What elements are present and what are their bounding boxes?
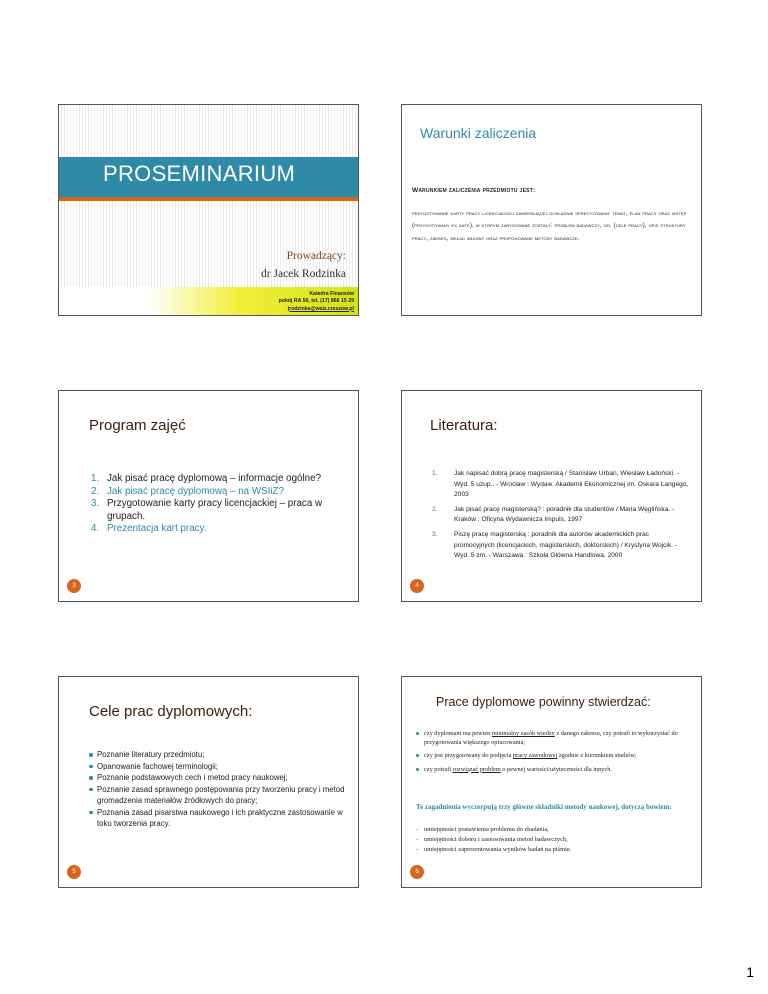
- slide-heading: Program zajęć: [89, 417, 186, 434]
- slide-should-state: [401, 676, 702, 888]
- literature-list: [432, 469, 690, 566]
- list-item: czy dyplomant ma pewien minimalny zasób wiedzy z danego zakresu, czy potrafi to wykorzystać do przygotowania większego opracowania;: [416, 729, 694, 747]
- slide-conditions: [401, 104, 702, 316]
- slide-program: [58, 390, 359, 602]
- slide-heading: Cele prac dyplomowych:: [89, 703, 253, 720]
- method-components-list: [416, 825, 694, 856]
- list-item: 3. Piszę pracę magisterską : poradnik dla autorów akademickich prac promocyjnych (licencjackich, magisterskich, doktorskich) / Krystyna Wojcik. - Wyd. 5 zm. - Warszawa : Szkoła Główna Handlowa, 2000: [432, 530, 678, 560]
- presenter-block: [261, 247, 346, 283]
- presenter-name: dr Jacek Rodzinka: [261, 268, 346, 280]
- slide-heading: Prace dyplomowe powinny stwierdzać:: [436, 695, 651, 709]
- list-item: 2. Jak pisać pracę magisterską? : poradnik dla studentów / Maria Węglińska. - Kraków : Oficyna Wydawnicza Impuls, 1997: [432, 505, 675, 524]
- slide-number-badge: 6: [410, 865, 424, 879]
- goals-list: [89, 749, 351, 830]
- contact-info: [279, 291, 354, 314]
- contact-room-phone: pokój RA 50, tel. (17) 866 15 29: [278, 298, 354, 304]
- program-list: [91, 473, 341, 536]
- conditions-body: przygotowanie karty pracy licencjackiej zawierającej dokładnie sprecyzowany temat, plan pracy oraz wstęp (przygotowany ex ante), w którym zarysowane zostały: problem badawczy, cel (cele pracy), opis struktury pracy, zakres, wkład własny oraz proponowane metody badawcze.: [412, 210, 687, 242]
- presenter-label: Prowadzący:: [286, 250, 346, 262]
- slide-heading: Warunki zaliczenia: [420, 125, 537, 141]
- slide-literature: [401, 390, 702, 602]
- list-item: - umiejętności postawienia problemu do zbadania,: [416, 825, 694, 835]
- list-item: - umiejętności doboru i zastosowania metod badawczych,: [416, 835, 694, 845]
- slide-number-badge: 4: [410, 579, 424, 593]
- list-item: Poznanie podstawowych cech i metod pracy naukowej;: [89, 772, 351, 784]
- list-item: Opanowanie fachowej terminologii;: [89, 761, 351, 773]
- slide-number-badge: 5: [67, 865, 81, 879]
- banner-accent-line: [59, 197, 358, 201]
- list-item: 3. Przygotowanie karty pracy licencjackiej – praca w grupach.: [91, 498, 323, 522]
- contact-email[interactable]: jrodzinka@wsiz.rzeszow.pl: [287, 305, 354, 312]
- method-note: Te zagadnienia wyczerpują trzy główne składniki metody naukowej, dotyczą bowiem:: [416, 803, 672, 811]
- list-item: czy potrafi rozwiązać problem o pewnej wartości/użyteczności dla innych.: [416, 765, 694, 774]
- slide-title: [58, 104, 359, 316]
- list-item: 1. Jak pisać pracę dyplomową – informacje ogólne?: [91, 473, 322, 484]
- conditions-subhead: Warunkiem zaliczenia przedmiotu jest:: [412, 187, 536, 194]
- list-item: Poznania zasad pisarstwa naukowego i ich praktyczne zastosowanie w toku tworzenia pracy.: [89, 807, 351, 830]
- slide-background: [59, 105, 358, 315]
- slide-title-text: PROSEMINARIUM: [103, 161, 296, 186]
- slide-heading: Literatura:: [430, 417, 498, 434]
- list-item: Poznanie zasad sprawnego postępowania przy tworzeniu pracy i metod gromadzenia materiałów źródłowych do pracy;: [89, 784, 351, 807]
- page-number: 1: [746, 964, 754, 980]
- contact-department: Katedra Finansów: [309, 290, 354, 297]
- list-item: Poznanie literatury przedmiotu;: [89, 749, 351, 761]
- slide-number-badge: 3: [67, 579, 81, 593]
- list-item: 1. Jak napisać dobrą pracę magisterską / Stanisław Urban, Wiesław Ładoński. - Wyd. 5 uzup.. - Wrocław : Wydaw. Akademii Ekonomicznej im. Oskara Langego, 2003: [432, 470, 689, 499]
- list-item: 2. Jak pisać pracę dyplomową – na WSIiZ?: [91, 485, 284, 497]
- list-item: - umiejętności zaprezentowania wyników badań na piśmie.: [416, 845, 694, 855]
- list-item: czy jest przygotowany do podjęcia pracy zawodowej zgodnie z kierunkiem studiów;: [416, 751, 694, 760]
- slide-goals: [58, 676, 359, 888]
- list-item: 4. Prezentacja kart pracy.: [91, 523, 207, 535]
- criteria-list: [416, 729, 694, 778]
